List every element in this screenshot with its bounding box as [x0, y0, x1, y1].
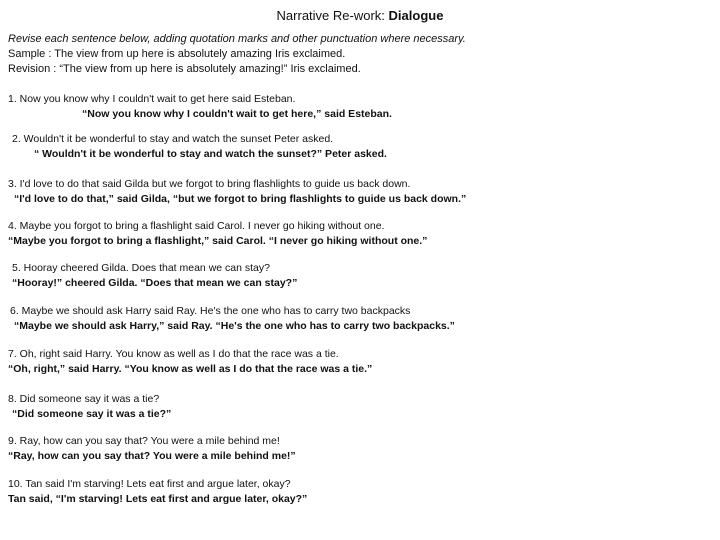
exercise-sentence: 8. Did someone say it was a tie? [8, 393, 160, 405]
exercise-item-7 [8, 347, 708, 377]
exercise-item-6 [10, 304, 710, 334]
sample-text: Sample : The view from up here is absolutely amazing Iris exclaimed. [8, 48, 346, 60]
exercise-item-1 [8, 92, 708, 122]
exercise-sentence: 1. Now you know why I couldn't wait to get here said Esteban. [8, 93, 296, 105]
exercise-item-2 [12, 132, 712, 162]
exercise-answer: “ Wouldn't it be wonderful to stay and watch the sunset?” Peter asked. [34, 148, 387, 160]
exercise-answer: “Now you know why I couldn't wait to get here,” said Esteban. [82, 108, 392, 120]
exercise-answer: “Oh, right,” said Harry. “You know as well as I do that the race was a tie.” [8, 363, 373, 375]
instruction-text: Revise each sentence below, adding quotation marks and other punctuation where necessary. [8, 33, 466, 45]
exercise-sentence: 6. Maybe we should ask Harry said Ray. He's the one who has to carry two backpacks [10, 305, 411, 317]
exercise-answer: “Hooray!” cheered Gilda. “Does that mean we can stay?” [12, 277, 298, 289]
exercise-sentence: 9. Ray, how can you say that? You were a mile behind me! [8, 435, 280, 447]
page-title [0, 8, 720, 24]
exercise-answer: “Maybe we should ask Harry,” said Ray. “He's the one who has to carry two backpacks.” [14, 320, 455, 332]
exercise-sentence: 10. Tan said I'm starving! Lets eat first and argue later, okay? [8, 478, 291, 490]
exercise-item-10 [8, 477, 708, 507]
exercise-answer: “I'd love to do that,” said Gilda, “but we forgot to bring flashlights to guide us back down.” [14, 193, 467, 205]
exercise-sentence: 2. Wouldn't it be wonderful to stay and watch the sunset Peter asked. [12, 133, 334, 145]
exercise-item-5 [12, 261, 712, 291]
exercise-sentence: 4. Maybe you forgot to bring a flashlight said Carol. I never go hiking without one. [8, 220, 385, 232]
exercise-item-4 [8, 219, 708, 249]
exercise-item-9 [8, 434, 708, 464]
exercise-item-3 [8, 177, 708, 207]
intro-block [8, 32, 708, 77]
exercise-sentence: 7. Oh, right said Harry. You know as well as I do that the race was a tie. [8, 348, 339, 360]
title-main: Narrative Re-work: [276, 8, 385, 23]
exercise-answer: “Did someone say it was a tie?” [12, 408, 172, 420]
exercise-item-8 [8, 392, 708, 422]
exercise-sentence: 5. Hooray cheered Gilda. Does that mean we can stay? [12, 262, 270, 274]
exercise-sentence: 3. I'd love to do that said Gilda but we forgot to bring flashlights to guide us back down. [8, 178, 411, 190]
exercise-answer: “Maybe you forgot to bring a flashlight,” said Carol. “I never go hiking without one.” [8, 235, 428, 247]
exercise-answer: “Ray, how can you say that? You were a mile behind me!” [8, 450, 296, 462]
exercise-answer: Tan said, “I'm starving! Lets eat first and argue later, okay?” [8, 493, 308, 505]
title-sub: Dialogue [388, 8, 444, 23]
revision-text: Revision : “The view from up here is absolutely amazing!” Iris exclaimed. [8, 63, 361, 75]
